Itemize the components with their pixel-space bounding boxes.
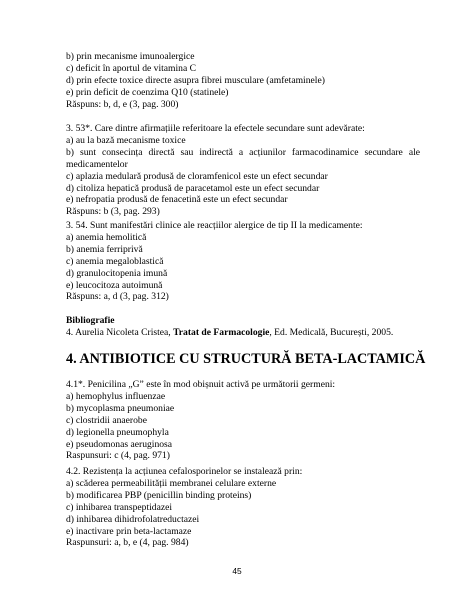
section-heading: 4. ANTIBIOTICE CU STRUCTURĂ BETA-LACTAMICĂ bbox=[66, 351, 426, 367]
entry-author: 4. Aurelia Nicoleta Cristea, bbox=[66, 326, 174, 338]
option-a: a) scăderea permeabilității membranei celulare externe bbox=[66, 477, 277, 489]
question-4-2 bbox=[66, 466, 420, 549]
option-e: e) leucocitoza autoimună bbox=[66, 279, 163, 291]
entry-publisher: , Ed. Medicală, București, 2005. bbox=[269, 326, 394, 338]
option-c: c) deficit în aportul de vitamina C bbox=[66, 62, 197, 74]
question-3-54 bbox=[66, 220, 420, 303]
page-number: 45 bbox=[232, 566, 242, 576]
option-d: d) inhibarea dihidrofolatreductazei bbox=[66, 513, 200, 525]
answer: Raspunsuri: c (4, pag. 971) bbox=[66, 450, 170, 462]
option-d: d) granulocitopenia imună bbox=[66, 267, 168, 279]
question-3-52-options bbox=[66, 51, 420, 111]
question-3-53 bbox=[66, 123, 420, 218]
option-b: b) modificarea PBP (penicillin binding proteins) bbox=[66, 489, 252, 501]
option-c: c) clostridii anaerobe bbox=[66, 414, 147, 426]
option-b: b) anemia ferriprivă bbox=[66, 243, 143, 255]
question-4-1 bbox=[66, 379, 420, 462]
option-c: c) inhibarea transpeptidazei bbox=[66, 501, 173, 513]
question-text: 4.2. Rezistența la acțiunea cefalosporinelor se instalează prin: bbox=[66, 466, 303, 477]
option-e: e) pseudomonas aeruginosa bbox=[66, 438, 173, 450]
option-b: b) prin mecanisme imunoalergice bbox=[66, 51, 195, 62]
option-d: d) prin efecte toxice directe asupra fibrei musculare (amfetaminele) bbox=[66, 74, 325, 86]
option-e: e) nefropatia produsă de fenacetină este un efect secundar bbox=[66, 194, 288, 206]
answer: Raspunsuri: a, b, e (4, pag. 984) bbox=[66, 537, 189, 549]
option-b: b) mycoplasma pneumoniae bbox=[66, 402, 175, 414]
bibliography-entry bbox=[66, 327, 420, 339]
answer: Răspuns: b, d, e (3, pag. 300) bbox=[66, 98, 179, 110]
option-a: a) hemophylus influenzae bbox=[66, 390, 166, 402]
question-text: 3. 54. Sunt manifestări clinice ale reacțiilor alergice de tip II la medicamente: bbox=[66, 220, 363, 231]
bibliography-title: Bibliografie bbox=[66, 315, 115, 326]
answer: Răspuns: b (3, pag. 293) bbox=[66, 206, 160, 218]
answer: Răspuns: a, d (3, pag. 312) bbox=[66, 291, 169, 303]
question-text: 4.1*. Penicilina „G” este în mod obișnuit activă pe următorii germeni: bbox=[66, 379, 336, 390]
option-e: e) prin deficit de coenzima Q10 (statinele) bbox=[66, 86, 229, 98]
option-e: e) inactivare prin beta-lactamaze bbox=[66, 525, 192, 537]
question-text: 3. 53*. Care dintre afirmațiile referitoare la efectele secundare sunt adevărate: bbox=[66, 123, 365, 134]
option-c: c) anemia megaloblastică bbox=[66, 255, 164, 267]
option-c: c) aplazia medulară produsă de cloramfenicol este un efect secundar bbox=[66, 170, 328, 182]
option-d: d) legionella pneumophyla bbox=[66, 426, 169, 438]
option-b-continued: medicamentelor bbox=[66, 158, 128, 170]
option-b: b) sunt consecința directă sau indirectă a acțiunilor farmacodinamice secundare ale bbox=[66, 146, 420, 158]
option-a: a) anemia hemolitică bbox=[66, 231, 147, 243]
entry-book-title: Tratat de Farmacologie bbox=[173, 326, 270, 338]
option-d: d) citoliza hepatică produsă de paracetamol este un efect secundar bbox=[66, 182, 320, 194]
bibliography bbox=[66, 315, 420, 339]
option-a: a) au la bază mecanisme toxice bbox=[66, 134, 186, 146]
